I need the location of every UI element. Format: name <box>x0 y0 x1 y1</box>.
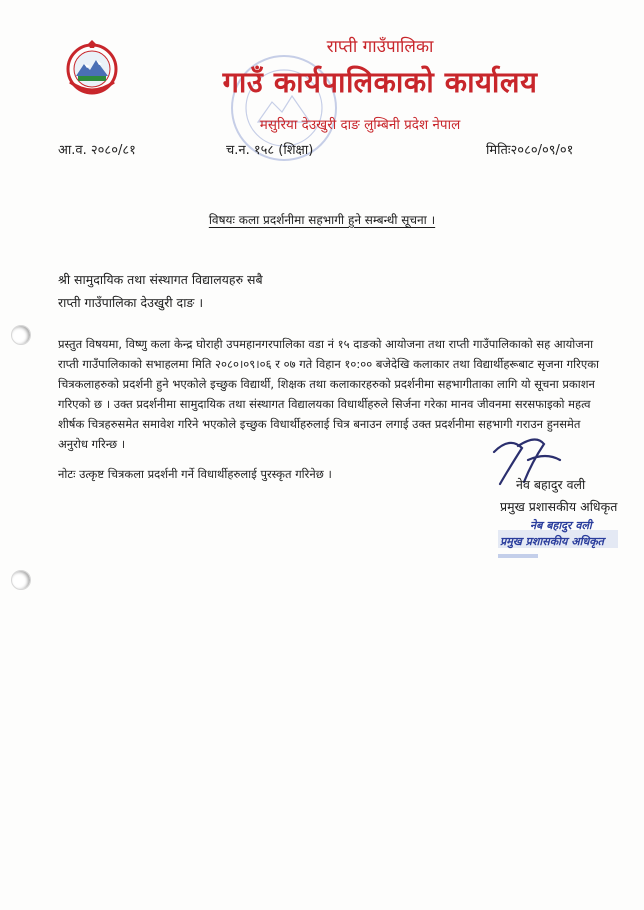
municipality-name: राप्ती गाउँपालिका <box>326 37 434 57</box>
government-emblem-icon <box>64 38 120 96</box>
stamp-title: प्रमुख प्रशासकीय अधिकृत <box>500 535 604 548</box>
body-line: शीर्षक चित्रहरुसमेत समावेश गरिने भएकोले इच्छुक विधार्थीहरुलाई चित्र बनाउन लगाई उक्त प्रदर्शनीमा सहभागी गराउन हुनसमेत <box>58 417 581 431</box>
body-line: अनुरोध गरिन्छ । <box>58 437 126 451</box>
body-line: गरिएको छ । उक्त प्रदर्शनीमा सामुदायिक तथा संस्थागत विद्यालयका विधार्थीहरुले सिर्जना गरेका मानव जीवनमा सरसफाइको महत्व <box>58 397 591 411</box>
subject-line: विषयः कला प्रदर्शनीमा सहभागी हुने सम्बन्धी सूचना । <box>208 213 436 227</box>
official-stamp <box>498 518 626 564</box>
stamp-ink-band <box>498 554 538 558</box>
addressee-line-2: राप्ती गाउँपालिका देउखुरी दाङ । <box>58 295 204 310</box>
letter-date: मितिः२०८०/०९/०१ <box>486 143 574 158</box>
office-title: गाउँ कार्यपालिकाको कार्यालय <box>222 65 538 99</box>
body-line: प्रस्तुत विषयमा, विष्णु कला केन्द्र घोराही उपमहानगरपालिका वडा नं १५ दाङको आयोजना तथा राप्ती गाउँपालिकाको सह आयोजना <box>58 337 594 351</box>
signatory-name: नेव बहादुर वली <box>516 477 586 492</box>
reference-number: च.न. १५८ (शिक्षा) <box>226 143 314 158</box>
signatory-title: प्रमुख प्रशासकीय अधिकृत <box>500 499 618 514</box>
hole-punch <box>11 570 31 590</box>
body-line: राप्ती गाउँपालिकाको सभाहलमा मिति २०८०।०९।०६ र ०७ गते विहान १०:०० बजेदेखि कलाकार तथा विद्यार्थीहरूबाट सृजना गरिएका <box>58 357 600 371</box>
body-line: चित्रकलाहरुको प्रदर्शनी हुने भएकोले इच्छुक विद्यार्थी, शिक्षक तथा कलाकारहरुको प्रदर्शनीमा सहभागीताका लागि यो सूचना प्रकाशन <box>58 377 595 391</box>
office-address: मसुरिया देउखुरी दाङ लुम्बिनी प्रदेश नेपाल <box>259 117 461 133</box>
stamp-name: नेब बहादुर वली <box>530 519 592 532</box>
note-line: नोटः उत्कृष्ट चित्रकला प्रदर्शनी गर्ने विधार्थीहरुलाई पुरस्कृत गरिनेछ । <box>58 467 332 481</box>
hole-punch <box>11 325 31 345</box>
fiscal-year: आ.व. २०८०/८१ <box>58 143 136 158</box>
addressee-line-1: श्री सामुदायिक तथा संस्थागत विद्यालयहरु सबै <box>58 272 263 287</box>
